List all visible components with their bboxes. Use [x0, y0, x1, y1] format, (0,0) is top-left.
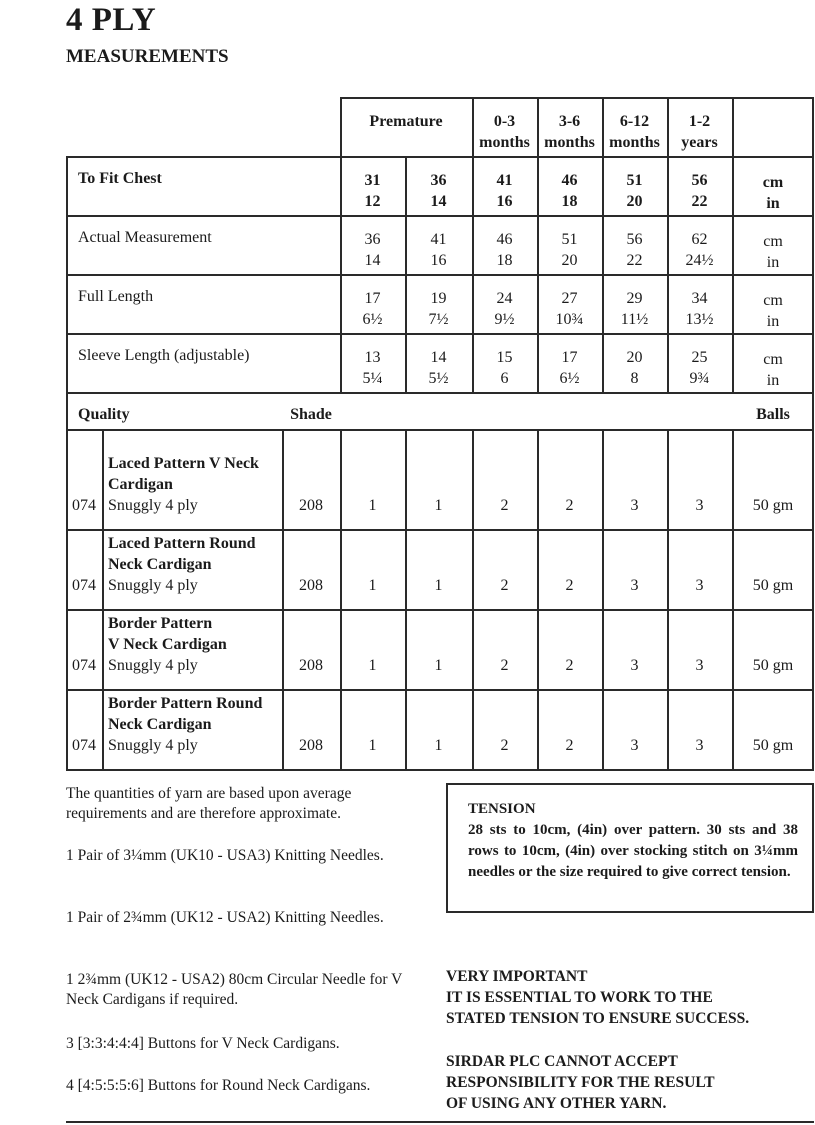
measurement-cm-value: 14	[430, 349, 447, 366]
measurement-cm-value: 34	[691, 290, 708, 307]
quality-header-label: Quality	[78, 406, 130, 423]
yarn-name: Snuggly 4 ply	[108, 577, 198, 594]
measurement-in-value: 13½	[685, 311, 714, 328]
measurement-cm-value: 36	[430, 172, 447, 189]
row-divider	[66, 609, 814, 611]
ball-quantity: 1	[368, 737, 377, 754]
size-header-label: 6-12	[619, 113, 650, 130]
important-line: VERY IMPORTANT	[446, 968, 588, 985]
measurement-in-value: 20	[561, 252, 578, 269]
measurement-cm-value: 46	[496, 231, 513, 248]
measurement-cm-value: 56	[626, 231, 643, 248]
tension-box	[446, 783, 814, 913]
unit-in: in	[766, 372, 780, 389]
ball-quantity: 2	[565, 657, 574, 674]
measurement-cm-value: 36	[364, 231, 381, 248]
measurement-in-value: 22	[626, 252, 643, 269]
shade-number: 208	[299, 737, 323, 754]
ball-weight: 50 gm	[752, 737, 794, 754]
measurement-in-value: 22	[691, 193, 708, 210]
measurement-in-value: 6	[500, 370, 509, 387]
yarn-name: Snuggly 4 ply	[108, 737, 198, 754]
header-right-border	[812, 97, 814, 156]
unit-cm: cm	[762, 174, 784, 191]
ball-quantity: 3	[695, 657, 704, 674]
shade-number: 208	[299, 577, 323, 594]
size-header-unit: months	[609, 134, 660, 151]
disclaimer-line: SIRDAR PLC CANNOT ACCEPT	[446, 1053, 678, 1070]
shade-number: 208	[299, 497, 323, 514]
size-header-premature: Premature	[369, 113, 443, 130]
size-header-label: 3-6	[558, 113, 581, 130]
measurement-label: Full Length	[78, 288, 154, 305]
ball-quantity: 3	[630, 577, 639, 594]
measurement-in-value: 9¾	[689, 370, 710, 387]
disclaimer-notice	[446, 1051, 806, 1114]
ball-quantity: 3	[630, 737, 639, 754]
measurement-cm-value: 46	[561, 172, 578, 189]
row-divider	[66, 333, 814, 335]
ball-quantity: 3	[630, 657, 639, 674]
pattern-name-line: Border Pattern Round	[108, 695, 263, 712]
quality-code: 074	[72, 737, 96, 754]
unit-cm: cm	[763, 233, 783, 250]
ball-quantity: 1	[368, 577, 377, 594]
measurement-cm-value: 13	[364, 349, 381, 366]
pattern-name-line: Laced Pattern Round	[108, 535, 256, 552]
pattern-name-line: V Neck Cardigan	[108, 636, 227, 653]
column-divider	[667, 429, 669, 769]
column-divider	[732, 429, 734, 769]
table-top-border	[66, 156, 814, 158]
ball-weight: 50 gm	[752, 497, 794, 514]
row-divider	[66, 529, 814, 531]
measurement-in-value: 24½	[685, 252, 714, 269]
row-divider	[66, 274, 814, 276]
important-notice	[446, 966, 806, 1029]
column-divider	[102, 429, 104, 769]
size-header-label: 0-3	[493, 113, 516, 130]
column-divider	[537, 429, 539, 769]
table-left-border	[66, 156, 68, 769]
ball-weight: 50 gm	[752, 577, 794, 594]
ball-quantity: 1	[434, 577, 443, 594]
unit-in: in	[766, 195, 780, 212]
measurement-in-value: 11½	[620, 311, 649, 328]
measurement-label: To Fit Chest	[78, 170, 162, 187]
note-circular-needle: 1 2¾mm (UK12 - USA2) 80cm Circular Needle for V Neck Cardigans if required.	[66, 971, 403, 1008]
column-divider	[340, 429, 342, 769]
pattern-name-line: Laced Pattern V Neck	[108, 455, 259, 472]
measurement-cm-value: 15	[496, 349, 513, 366]
unit-cm: cm	[763, 351, 783, 368]
size-header-label: 1-2	[688, 113, 711, 130]
measurement-in-value: 10¾	[555, 311, 584, 328]
ball-quantity: 2	[500, 577, 509, 594]
row-divider	[66, 689, 814, 691]
note-quantities: The quantities of yarn are based upon average requirements and are therefore approximate.	[66, 785, 352, 822]
pattern-name-line: Border Pattern	[108, 615, 213, 632]
measurement-in-value: 20	[626, 193, 643, 210]
measurement-in-value: 6½	[559, 370, 580, 387]
tension-body: 28 sts to 10cm, (4in) over pattern. 30 sts and 38 rows to 10cm, (4in) over stocking stitch on 3¼mm needles or the size required to give correct tension.	[468, 822, 798, 880]
page-subtitle: MEASUREMENTS	[66, 46, 229, 67]
row-divider	[66, 769, 814, 771]
measurement-in-value: 6½	[362, 311, 383, 328]
shade-header-label: Shade	[290, 406, 332, 423]
column-divider	[472, 429, 474, 769]
pattern-name-line: Neck Cardigan	[108, 556, 212, 573]
measurement-in-value: 9½	[494, 311, 515, 328]
measurement-cm-value: 27	[561, 290, 578, 307]
ball-quantity: 1	[434, 657, 443, 674]
quality-code: 074	[72, 657, 96, 674]
measurement-in-value: 14	[430, 193, 447, 210]
quality-code: 074	[72, 577, 96, 594]
disclaimer-line: OF USING ANY OTHER YARN.	[446, 1095, 667, 1112]
size-header-unit: months	[544, 134, 595, 151]
measurement-cm-value: 19	[430, 290, 447, 307]
measurement-cm-value: 51	[626, 172, 643, 189]
pattern-name-line: Cardigan	[108, 476, 173, 493]
measurement-in-value: 5¼	[362, 370, 383, 387]
measurement-in-value: 8	[630, 370, 639, 387]
header-divider	[732, 97, 734, 156]
measurement-cm-value: 24	[496, 290, 513, 307]
unit-in: in	[766, 254, 780, 271]
ball-quantity: 3	[695, 577, 704, 594]
ball-quantity: 2	[500, 497, 509, 514]
ball-quantity: 1	[368, 497, 377, 514]
row-divider	[66, 215, 814, 217]
unit-cm: cm	[763, 292, 783, 309]
tension-text	[468, 799, 798, 883]
measurement-cm-value: 17	[561, 349, 578, 366]
measurement-cm-value: 51	[561, 231, 578, 248]
ball-quantity: 1	[434, 497, 443, 514]
measurement-cm-value: 41	[496, 172, 513, 189]
ball-quantity: 3	[695, 737, 704, 754]
measurement-in-value: 14	[364, 252, 381, 269]
size-header-unit: months	[479, 134, 530, 151]
note-buttons-v-neck: 3 [3:3:4:4:4] Buttons for V Neck Cardigans.	[66, 1035, 340, 1052]
ball-quantity: 3	[695, 497, 704, 514]
unit-in: in	[766, 313, 780, 330]
row-divider	[66, 392, 814, 394]
measurement-in-value: 7½	[428, 311, 449, 328]
column-divider	[602, 429, 604, 769]
important-line: IT IS ESSENTIAL TO WORK TO THE	[446, 989, 713, 1006]
note-buttons-round-neck: 4 [4:5:5:5:6] Buttons for Round Neck Cardigans.	[66, 1077, 371, 1094]
quality-header-bottom	[66, 429, 814, 431]
balls-header-label: Balls	[756, 406, 790, 423]
page-title: 4 PLY	[66, 2, 157, 38]
yarn-name: Snuggly 4 ply	[108, 657, 198, 674]
bottom-rule	[66, 1121, 814, 1123]
measurement-in-value: 5½	[428, 370, 449, 387]
column-divider	[405, 429, 407, 769]
measurement-in-value: 18	[496, 252, 513, 269]
ball-quantity: 2	[565, 577, 574, 594]
disclaimer-line: RESPONSIBILITY FOR THE RESULT	[446, 1074, 715, 1091]
note-needles-1: 1 Pair of 3¼mm (UK10 - USA3) Knitting Needles.	[66, 847, 384, 864]
note-needles-2: 1 Pair of 2¾mm (UK12 - USA2) Knitting Needles.	[66, 909, 384, 926]
measurement-in-value: 12	[364, 193, 381, 210]
size-header-unit: years	[681, 134, 718, 151]
ball-quantity: 2	[500, 737, 509, 754]
ball-quantity: 1	[434, 737, 443, 754]
important-line: STATED TENSION TO ENSURE SUCCESS.	[446, 1010, 750, 1027]
ball-quantity: 3	[630, 497, 639, 514]
measurement-cm-value: 25	[691, 349, 708, 366]
ball-weight: 50 gm	[752, 657, 794, 674]
measurement-cm-value: 41	[430, 231, 447, 248]
measurement-cm-value: 20	[626, 349, 643, 366]
measurement-in-value: 16	[496, 193, 513, 210]
header-top-border	[340, 97, 814, 99]
measurement-cm-value: 31	[364, 172, 381, 189]
ball-quantity: 2	[565, 497, 574, 514]
column-divider	[282, 429, 284, 769]
quality-code: 074	[72, 497, 96, 514]
measurement-in-value: 16	[430, 252, 447, 269]
measurement-in-value: 18	[561, 193, 578, 210]
measurement-label: Actual Measurement	[78, 229, 212, 246]
ball-quantity: 2	[565, 737, 574, 754]
measurement-label: Sleeve Length (adjustable)	[78, 347, 250, 364]
measurement-cm-value: 17	[364, 290, 381, 307]
measurement-cm-value: 62	[691, 231, 708, 248]
tension-heading: TENSION	[468, 801, 536, 817]
measurement-cm-value: 29	[626, 290, 643, 307]
measurement-cm-value: 56	[691, 172, 708, 189]
pattern-name-line: Neck Cardigan	[108, 716, 212, 733]
ball-quantity: 1	[368, 657, 377, 674]
shade-number: 208	[299, 657, 323, 674]
ball-quantity: 2	[500, 657, 509, 674]
yarn-name: Snuggly 4 ply	[108, 497, 198, 514]
